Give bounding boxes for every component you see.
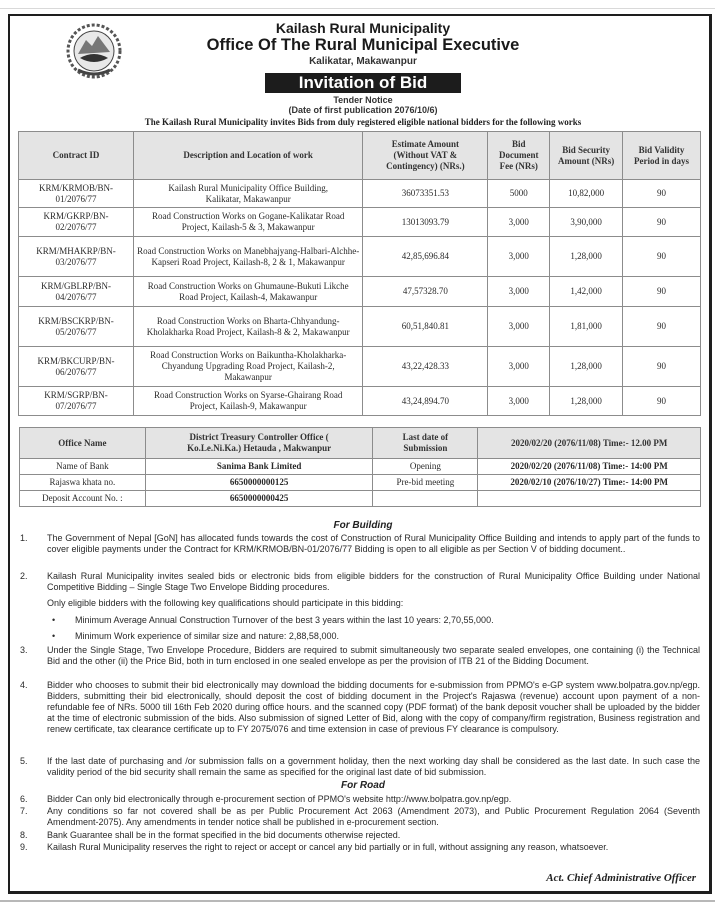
qualification-item: • Minimum Work experience of similar size and nature: 2,88,58,000. [52,631,339,641]
validity-days: 90 [623,387,701,416]
top-divider [0,8,715,9]
security-amount: 1,81,000 [550,307,623,347]
work-description: Kailash Rural Municipality Office Building, Kalikatar, Makawanpur [133,180,362,208]
clause-8 [20,830,700,841]
qualification-intro: Only eligible bidders with the following key qualifications should participate in this bidding: [47,598,404,608]
clause-number: 5. [20,756,28,766]
bottom-divider [0,900,715,902]
opening-label: Opening [373,459,478,475]
office-row [20,491,701,507]
submission-date: 2020/02/20 (2076/11/08) Time:- 12.00 PM [478,428,701,459]
clause-4 [20,680,700,735]
bank-name: Sanima Bank Limited [145,459,373,475]
office-title: Office Of The Rural Municipal Executive [206,36,520,54]
estimate-amount: 47,57328.70 [363,277,488,307]
table-row [19,180,701,208]
table-row [19,277,701,307]
contract-id: KRM/MHAKRP/BN-03/2076/77 [19,237,134,277]
table-row [19,347,701,387]
bank-label: Name of Bank [20,459,146,475]
opening-date: 2020/02/20 (2076/11/08) Time:- 14:00 PM [478,459,701,475]
security-amount: 1,28,000 [550,387,623,416]
clause-text: Kailash Rural Municipality reserves the right to reject or accept or cancel any bid partially or in full, without assigning any reason, whatsoever. [47,842,609,852]
clause-number: 2. [20,571,28,581]
work-description: Road Construction Works on Baikuntha-Kholakharka-Chyandung Upgrading Road Project, Kailash-2, Makawanpur [133,347,362,387]
validity-days: 90 [623,237,701,277]
contract-id: KRM/GKRP/BN-02/2076/77 [19,208,134,237]
office-name-value: District Treasury Controller Office ( Ko.Le.Ni.Ka.) Hetauda , Makwanpur [145,428,373,459]
clause-6 [20,794,700,805]
clause-text: Under the Single Stage, Two Envelope Procedure, Bidders are required to submit simultaneously two separate sealed envelopes, one containing (i) the Technical Bid and the other (ii) the Price Bid, both in turn enclosed in one sealed envelope as per the provision of ITB 21 of the Bidding Document. [47,645,700,666]
notice-type: Tender Notice [333,95,393,105]
rajaswa-label: Rajaswa khata no. [20,475,146,491]
clause-text: Any conditions so far not covered shall be as per Public Procurement Act 2063 (Amendment 2073), and Public Procurement Regulation 2064 (Seventh Amendment-2075). Any amendments in tender notice shall be published in e-procurement section. [47,806,700,827]
deposit-label: Deposit Account No. : [20,491,146,507]
work-description: Road Construction Works on Syarse-Ghairang Road Project, Kailash-9, Makawanpur [133,387,362,416]
work-description: Road Construction Works on Manebhajyang-Halbari-Alchhe-Kapseri Road Project, Kailash-8, 2 & 1, Makawanpur [133,237,362,277]
clause-text: Bidder who chooses to submit their bid electronically may download the bidding documents for e-submission from PPMO's e-GP system www.bolpatra.gov.np/egp. Bidders, submitting their bid electronically, should deposit the cost of bidding document in the Project's Rajaswa (revenue) account upon payment of a non-refundable fee of NRs. 5000 till 16th Feb 2020 during office hours. and the scanned copy (PDF format) of the bank deposit voucher shall be uploaded by the bidder at the time of electronic submission of the bids. Also submission of signed Letter of Bid, along with the copy of company/firm registration, Business registration and renew certificate, tax clearance certificate up to FY 2075/076 and time extension in case of previous FY clearance is compulsory. [47,680,700,734]
qualification-item: • Minimum Average Annual Construction Turnover of the best 3 years within the last 10 years: 2,70,55,000. [52,615,494,625]
doc-fee: 3,000 [488,387,550,416]
col-description: Description and Location of work [133,132,362,180]
clause-5 [20,756,700,778]
office-row [20,475,701,491]
signature: Act. Chief Administrative Officer [546,872,696,884]
validity-days: 90 [623,347,701,387]
validity-days: 90 [623,208,701,237]
work-description: Road Construction Works on Bharta-Chhyandung-Kholakharka Road Project, Kailash-8 & 2, Makawanpur [133,307,362,347]
col-doc-fee: Bid Document Fee (NRs) [488,132,550,180]
security-amount: 10,82,000 [550,180,623,208]
doc-fee: 3,000 [488,307,550,347]
work-description: Road Construction Works on Ghumaune-Bukuti Likche Road Project, Kailash-4, Makawanpur [133,277,362,307]
estimate-amount: 43,24,894.70 [363,387,488,416]
security-amount: 1,28,000 [550,237,623,277]
doc-fee: 3,000 [488,277,550,307]
table-row [19,237,701,277]
col-security: Bid Security Amount (NRs) [550,132,623,180]
contract-id: KRM/GBLRP/BN-04/2076/77 [19,277,134,307]
clause-9 [20,842,700,853]
validity-days: 90 [623,277,701,307]
validity-days: 90 [623,180,701,208]
clause-text: The Government of Nepal [GoN] has allocated funds towards the cost of Construction of Rural Municipality Office Building and intends to apply part of the funds to cover eligible payments under the Contract for KRM/KRMOB/BN-01/2076/77 Bidding is open to all eligible as per Section V of bidding document.. [47,533,700,554]
publication-date: (Date of first publication 2076/10/6) [288,105,438,115]
rajaswa-number: 6650000000125 [145,475,373,491]
office-details-table [19,427,701,507]
section-title-road: For Road [341,780,385,791]
clause-text: Bidder Can only bid electronically through e-procurement section of PPMO's website http://www.bolpatra.gov.np/egp. [47,794,512,804]
prebid-date: 2020/02/10 (2076/10/27) Time:- 14:00 PM [478,475,701,491]
clause-number: 6. [20,794,28,804]
prebid-label: Pre-bid meeting [373,475,478,491]
estimate-amount: 60,51,840.81 [363,307,488,347]
clause-number: 8. [20,830,28,840]
clause-number: 1. [20,533,28,543]
contract-id: KRM/BSCKRP/BN-05/2076/77 [19,307,134,347]
col-estimate: Estimate Amount (Without VAT & Contingency) (NRs.) [363,132,488,180]
clause-text: Kailash Rural Municipality invites sealed bids or electronic bids from eligible bidders for the construction of Rural Municipality Office Building under National Competitive Bidding – Single Stage Two Envelope Bidding procedures. [47,571,700,592]
works-table [18,131,701,416]
estimate-amount: 36073351.53 [363,180,488,208]
clause-7 [20,806,700,828]
doc-fee: 3,000 [488,237,550,277]
clause-number: 3. [20,645,28,655]
table-row [19,387,701,416]
clause-number: 4. [20,680,28,690]
doc-fee: 3,000 [488,347,550,387]
empty-cell [373,491,478,507]
contract-id: KRM/SGRP/BN-07/2076/77 [19,387,134,416]
office-row [20,459,701,475]
clause-text: Bank Guarantee shall be in the format specified in the bid documents otherwise rejected. [47,830,401,840]
estimate-amount: 13013093.79 [363,208,488,237]
submission-label: Last date of Submission [373,428,478,459]
office-location: Kalikatar, Makawanpur [309,56,417,67]
empty-cell [478,491,701,507]
bullet-icon: • [52,615,56,625]
clause-number: 9. [20,842,28,852]
section-title-building: For Building [333,520,393,531]
col-validity: Bid Validity Period in days [623,132,701,180]
office-name-label: Office Name [20,428,146,459]
security-amount: 1,42,000 [550,277,623,307]
municipality-name: Kailash Rural Municipality [275,20,451,36]
work-description: Road Construction Works on Gogane-Kalikatar Road Project, Kailash-5 & 3, Makawanpur [133,208,362,237]
validity-days: 90 [623,307,701,347]
security-amount: 1,28,000 [550,347,623,387]
doc-fee: 3,000 [488,208,550,237]
clause-text: If the last date of purchasing and /or submission falls on a government holiday, then the next working day shall be considered as the last date. In such case the validity period of the bid security shall remain the same as specified for the original last date of bid submission. [47,756,700,777]
estimate-amount: 42,85,696.84 [363,237,488,277]
deposit-number: 6650000000425 [145,491,373,507]
clause-3 [20,645,700,667]
clause-2 [20,571,700,593]
security-amount: 3,90,000 [550,208,623,237]
invitation-banner: Invitation of Bid [265,73,461,93]
clause-1 [20,533,700,555]
office-header-row [20,428,701,459]
clause-number: 7. [20,806,28,816]
table-header-row [19,132,701,180]
estimate-amount: 43,22,428.33 [363,347,488,387]
bullet-icon: • [52,631,56,641]
contract-id: KRM/BKCURP/BN-06/2076/77 [19,347,134,387]
intro-text: The Kailash Rural Municipality invites Bids from duly registered eligible national bidders for the following works [144,117,582,127]
contract-id: KRM/KRMOB/BN-01/2076/77 [19,180,134,208]
doc-fee: 5000 [488,180,550,208]
table-row [19,307,701,347]
col-contract-id: Contract ID [19,132,134,180]
table-row [19,208,701,237]
